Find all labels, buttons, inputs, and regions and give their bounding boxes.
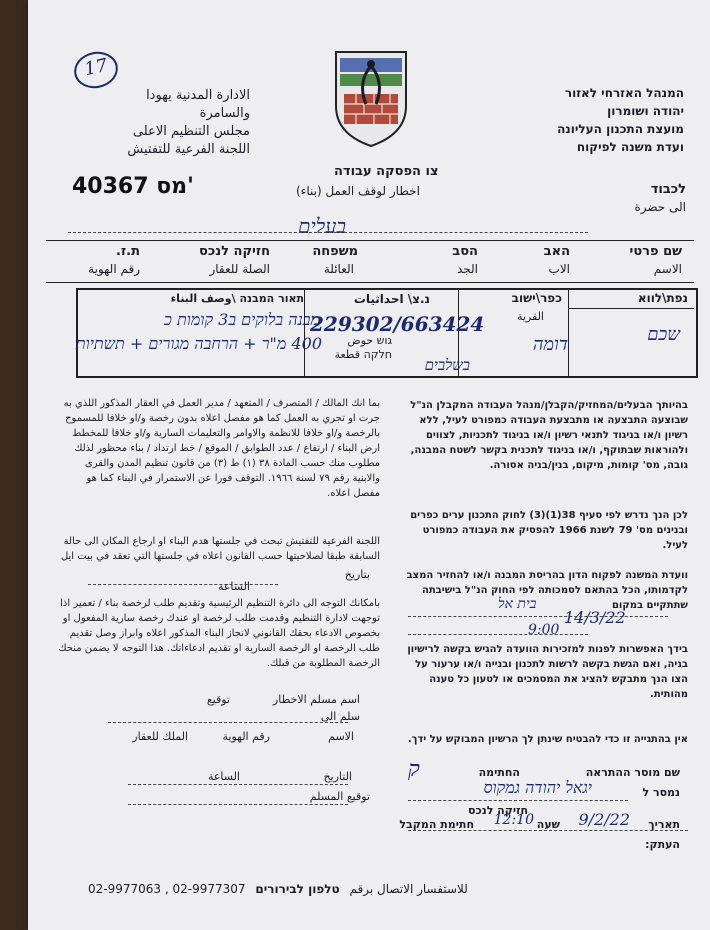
- ar-time-label: الساعة: [217, 580, 250, 593]
- col-first-name-ar: الاسم: [653, 262, 682, 276]
- circled-number: 17: [71, 48, 122, 92]
- ar-owner-col: الملك للعقار: [132, 730, 188, 743]
- he-authority-1: המנהל האזרחי לאזור: [564, 86, 684, 100]
- ar-authority-2: والسامرة: [199, 106, 250, 121]
- serial-number: 40367 מס': [72, 174, 194, 199]
- he-legal-paragraph: לכן הנך נדרש לפי סעיף 38(1)(3) לחוק התכנון ערים כפרים ובנינים מס' 79 לשנת 1966 להפסיק את העבודה כמפורט לעיל.: [410, 510, 688, 551]
- col-property-he: חזיקה לנכס: [199, 244, 270, 259]
- he-delivered-to-label: נמסר ל: [642, 786, 680, 799]
- he-authority-3: מועצת התכנון העליונה: [557, 122, 684, 136]
- ar-handed-to-label: سلم الى: [320, 710, 360, 723]
- deliverer-signature: ק: [408, 757, 420, 782]
- village-value: דומה: [532, 334, 568, 355]
- building-desc-line-2: 400 מ"ר + הרחבה מגורים + תשתיות: [75, 334, 322, 353]
- ar-id-col: رقم الهوية: [222, 730, 270, 743]
- ar-date-label-2: التاريخ: [323, 770, 352, 783]
- footer-contact: 02-9977063 , 02-9977307 للاستفسار الاتصال برقم טלפון לבירורים: [88, 882, 468, 896]
- delivery-time: 12:10: [493, 812, 534, 828]
- he-authority-4: ועדת משנה לפיקוח: [576, 140, 684, 154]
- col-family-ar: العائلة: [323, 262, 354, 276]
- he-copy-label: העתק:: [645, 838, 680, 851]
- doc-title-ar: اخطار لوقف العمل (بناء): [296, 184, 420, 198]
- he-signature-label: החתימה: [478, 766, 520, 779]
- doc-title-he: צו הפסקה עבודה: [334, 164, 439, 179]
- col-family-he: משפחה: [312, 244, 358, 259]
- ar-permit-paragraph: بامكانك التوجه الى دائرة التنظيم الرئيسية وتقديم طلب لرخصة بناء / تعمير اذا توجهت لادارة التنظيم وقدمت طلب لرخصة او عندك رخصة سارية المفعول او بخصوص الادعاء بحقك القانوني لانجاز البناء المذكور اعلاه وابراز وصل تقديم طلب الرخصة او الرخصة السارية او تقديم ادعاءاتك. هذا التوجه لا يضمن منحك الرخصة المطلوبة من قبلك.: [58, 598, 380, 669]
- he-time-label: שעה: [536, 818, 560, 831]
- ar-notice-paragraph-1: بما انك المالك / المتصرف / المتعهد / مدير العمل في العقار المذكور اللذي به جرت او تجري به العمل كما هو مفصل اعلاه بدون رخصة و/او خلافا للمسموح بالرخصة و/او خلافا للانظمة والاوامر والتعليمات السارية و/او خلافا للمخطط ارض البناء / ارتفاع / عدد الطوابق / الموقع / خط ارتداد / بناء محظور لذلك مطلوب منك حسب المادة ٣٨ (١) ط (٣) من قانون تنظيم المدن والقرى والابنية رقم ٧٩ لسنة ١٩٦٦. التوقف فورا عن الاستمرار في البناء كما هو مفصل اعلاه.: [63, 398, 380, 499]
- district-label-he: נפת\לווא: [637, 291, 688, 305]
- ar-authority-1: الادارة المدنية يهودا: [146, 88, 250, 103]
- he-authority-2: יהודה ושומרון: [607, 104, 684, 118]
- hearing-place: בית אל: [498, 596, 537, 612]
- delivered-to-name: יגאל יהודה גמקוס: [483, 778, 592, 797]
- col-grandfather-he: הסב: [452, 244, 478, 259]
- delivery-date: 9/2/22: [578, 810, 630, 829]
- building-desc-line-1: מבנה בלוקים ב3 קומות כ: [164, 310, 320, 329]
- he-notice-paragraph-1: בהיותך הבעלים/המחזיק/הקבלן/מנהל העבודה המקבלן הנ"ל שבוצעה התבצעה או מתבצעת העבודה כמפורט לעיל, ללא רשיון ו/או בניגוד לתנאי רשיון ו/או בניגוד לתכניות, לצווים ולהוראות שבתוקף, ו/או בניגוד לתכנית בקשר לשטח המבנה, גובה, מס' קומות, מיקום, בנין/בניה אסורה.: [410, 400, 688, 471]
- col-father-he: האב: [543, 244, 570, 259]
- ar-date-label: بتاريخ: [344, 568, 370, 581]
- ar-authority-3: مجلس التنظيم الاعلى: [132, 124, 250, 139]
- col-father-ar: الاب: [548, 262, 570, 276]
- building-desc-line-3: בשלבים: [424, 356, 470, 374]
- he-objection-paragraph: בידך האפשרות לפנות למזכירות הוועדה להגיש בקשה לרישיון בניה, ואם הגשת בקשה לרשות לתכנון ובנייה ו/או ערעור על הצו הנך מתבקש להציג את המסמכים או לטעון כל טענה מהותית.: [407, 644, 688, 700]
- col-id-he: ת.ז.: [116, 244, 140, 259]
- hearing-time: 9:00: [528, 622, 560, 638]
- emblem-icon: [332, 48, 410, 148]
- he-deliverer-label: שם מוסר ההתראה: [585, 766, 680, 779]
- he-recipient-signature-label: חתימת המקבל: [399, 818, 474, 831]
- he-id-label: חזיקה לנכס: [468, 804, 529, 817]
- hearing-date: 14/3/22: [564, 608, 626, 627]
- col-first-name-he: שם פרטי: [629, 244, 682, 259]
- ar-signature-label: توقيع: [206, 693, 230, 706]
- he-date-label: תאריך: [648, 818, 680, 831]
- ar-time-label-2: الساعة: [207, 770, 240, 783]
- building-desc-label-he: תאור המבנה \وصف البناء: [170, 292, 304, 305]
- recipient-name: בעלים: [298, 214, 347, 238]
- he-hearing-paragraph: וועדת המשנה לפקוח הדון בהריסת המבנה ו/או להחזיר המצב לקדמותו, הכל בהתאם לסמכותה לפי החוק הנ"ל בישיבתה שתתקיים במקום: [406, 570, 688, 611]
- to-label-he: לכבוד: [650, 182, 686, 197]
- ar-name-col: الاسم: [328, 730, 354, 743]
- ar-authority-4: اللجنة الفرعية للتفتيش: [127, 142, 250, 157]
- ar-committee-paragraph: اللجنة الفرعية للتفتيش تبحث في جلستها هدم البناء او ارجاع المكان الى حالة السابقة طبقا لصلاحيتها حسب القانون اعلاه في جلستها التي تعقد في بيت ايل: [60, 536, 380, 562]
- village-label-ar: القرية: [516, 310, 544, 323]
- he-warning-line: אין בהתגייה זו כדי להבטיח שינתן לך הרשיון המבוקש על ידך.: [407, 734, 688, 745]
- col-id-ar: رقم الهوية: [88, 262, 140, 276]
- ar-receiver-name-label: اسم مسلم الاخطار: [272, 693, 360, 706]
- col-property-ar: الصلة للعقار: [209, 262, 270, 276]
- to-label-ar: الى حضرة: [634, 200, 686, 214]
- ar-recipient-signature-label: توقيع المسلم: [309, 790, 370, 803]
- form-page: [28, 0, 710, 930]
- district-value: שכם: [647, 324, 680, 345]
- village-label-he: כפר\ישוב: [511, 291, 562, 305]
- block-label: גוש حوض: [347, 334, 392, 347]
- parcel-label: חלקה قطعة: [334, 348, 392, 361]
- coords-value: 229302/663424: [310, 312, 485, 336]
- col-grandfather-ar: الجد: [456, 262, 478, 276]
- coords-label-he: נ.צ\ احداثيات: [353, 292, 430, 306]
- name-dotted-line: [68, 232, 588, 233]
